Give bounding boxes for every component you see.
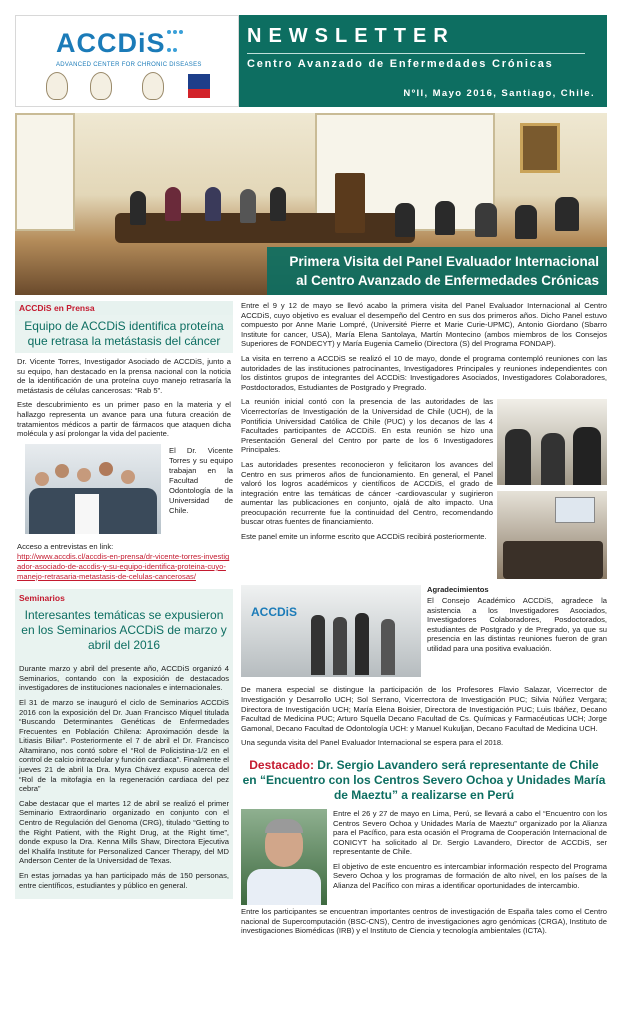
brand-tagline: ADVANCED CENTER FOR CHRONIC DISEASES [56,62,202,68]
prensa-section [15,301,233,353]
visit-paragraph: Entre el 9 y 12 de mayo se llevó acabo la primera visita del Panel Evaluador Internacional al Centro ACCDiS, cuyo objetivo es evaluar el desempeño del Centro en sus dos primeros años. Dicho Panel estuvo compuesto por Anne Marie Lompré, (Université Pierre et Marie Curie-UPMC), Antonio Giordano (Sbarro Institute for cancer, USA), María Elena Santolaya, Martín Montecino (ambos miembros de los Consejos Superiores de FONDECYT) y María Eugenia Camelio (Directora (S) del Programa FONDAP). [241,301,607,349]
thanks-block [241,585,607,685]
person-shape [515,205,537,239]
visit-article [241,301,607,392]
visit-paragraph: La visita en terreno a ACCDiS se realizó el 10 de mayo, donde el programa contempló reuniones con las autoridades de las instituciones patrocinantes, Investigadores Principales y reuniones independientes con los distintos grupos de integrantes del ACCDiS: Investigadores Asociados, Investigadores Colaboradores, Postdoctorados, Estudiantes de Postgrado y Pregrado. [241,353,607,392]
person-shape [130,191,146,225]
authorities-photo [497,399,607,485]
brand-logo: ACCDiS [56,28,166,58]
prensa-photo-block [17,444,231,538]
link-label: Acceso a entrevistas en link: [17,541,114,551]
meeting-text [241,397,493,546]
seminarios-tag: Seminarios [19,593,65,604]
lavandero-portrait [241,809,327,905]
second-visit-paragraph: Una segunda visita del Panel Evaluador Internacional se espera para el 2018. [241,738,504,748]
distinction-paragraph: De manera especial se distingue la participación de los Profesores Flavio Salazar, Vicerrector de Investigación y Desarrollo UCH; Sol Serrano, Vicerrectora de Investigación PUC; Silvia Núñez Vergara; Directora de Investigación UCH; María Elena Boisier, Directora de Investigación PUC; Luis Ibáñez, Decano Facultad de Medicina PUC; Arturo Squella Decano Facultad de Cs. Químicas y Farmacéuticas UCH; Jorge Gamonal, Decano Facultad de Odontología UCH: y Manuel Kukuljan, Decano Facultad de Medicina UCH. [241,685,607,733]
meeting-table-shape [115,213,415,243]
prensa-tag: ACCDiS en Prensa [15,301,233,315]
person-shape [395,203,415,237]
catholic-university-seal-icon [90,72,112,100]
highlight-title [241,758,607,803]
university-seal-icon [46,72,68,100]
interview-link[interactable]: http://www.accdis.cl/accdis-en-prensa/dr-vicente-torres-investigador-asociado-de-accdis-y-su-equipo-identifica-proteina-cuyo-manejo-retrasaria-metastasis-de-celulas-cancerosas/ [17,552,230,581]
left-column [15,301,233,899]
team-photo-caption: El Dr. Vicente Torres y su equipo trabajan en la Facultad de Odontología de la Universidad de Chile. [169,445,233,515]
seminarios-paragraph: Cabe destacar que el martes 12 de abril se realizó el primer Seminario Extraordinario organizado en conjunto con el Centro de Regulación del Genoma (CRG), titulado “Getting to the Right Patient, with the Right Drug, at the Right time”, donde expuso la Dra. Kenna Mills Shaw, Directora Ejecutiva del Khalifa Institute for Personalized Cancer Therapy, del MD Anderson Center de la Universidad de Texas. [19,798,229,866]
hero-caption-line1: Primera Visita del Panel Evaluador Internacional [289,254,599,269]
highlight-paragraph: Entre los participantes se encuentran importantes centros de investigación de España tales como el Centro nacional de Supercomputación (BSC-CNS), Centro de investigaciones agro genómicas (CRGA), Instituto de investigaciones Biomédicas (IRB) y el Instituto de Ciencia y tecnología ambientales (ICTA). [241,906,607,936]
prensa-title: Equipo de ACCDiS identifica proteína que retrasa la metástasis del cáncer [24,319,224,348]
thanks-text [427,585,607,658]
thanks-paragraph: El Consejo Académico ACCDiS, agradece la asistencia a los Investigadores Asociados, Investigadores Colaboradores, Posdoctorados, estudiantes de Postgrado y de Pregrado, ya que su presencia en las distintas reuniones fueron de gran utilidad para una positiva evaluación. [427,595,607,653]
team-gathering-photo: ACCDiS [241,585,421,677]
highlight-label: Destacado: [249,757,314,772]
highlight-article [241,809,607,936]
seminarios-paragraph: En estas jornadas ya han participado más de 150 personas, entre científicos, estudiantes y público en general. [19,871,229,890]
person-shape [435,201,455,235]
seminarios-header [15,589,233,660]
thanks-title: Agradecimientos [427,585,489,595]
newsletter-title: NEWSLETTER [247,25,455,47]
right-column [241,301,607,941]
prensa-body [15,353,233,581]
podium-shape [335,173,365,233]
distinction-article [241,685,607,748]
person-shape [165,187,181,221]
seminarios-body [15,660,233,899]
person-shape [205,187,221,221]
wall-frame-shape [520,123,560,173]
newsletter-page [15,15,607,1015]
highlight-paragraph: Entre el 26 y 27 de mayo en Lima, Perú, se llevará a cabo el “Encuentro con los Centros Severo Ochoa y Unidades María de Maeztu” organizado por la Alianza para el Pacífico, para esta ocasión el Programa de Cooperación Internacional de CONICYT ha solicitado al Dr. Sergio Lavandero, Director de ACCDiS, ser representante de Chile. [333,808,607,857]
seminarios-paragraph: Durante marzo y abril del presente año, ACCDiS organizó 4 Seminarios, contando con la exposición de destacados investigadores de instituciones nacionales e internacionales. [19,664,229,693]
prensa-paragraph: Este descubrimiento es un primer paso en la materia y el hallazgo representa un avance para una futura creación de tratamientos médicos a partir de fármacos que ataquen dicha molécula y así prolongar la vida del paciente. [17,400,231,439]
logo-dots-icon [166,22,184,58]
hero-photo [15,113,607,295]
prensa-paragraph: Dr. Vicente Torres, Investigador Asociado de ACCDiS, junto a su equipo, han destacado en la prensa nacional con la noticia de la identificación de una proteína cuyo manejo retrasaría la metástasis de células cancerosas: “Rab 5”. [17,357,231,395]
seminarios-title: Interesantes temáticas se expusieron en los Seminarios ACCDiS de marzo y abril del 2016 [21,608,227,653]
person-shape [240,189,256,223]
presentation-photo [497,491,607,579]
window-shape [15,113,75,231]
person-shape [555,197,579,231]
person-shape [475,203,497,237]
meeting-paragraph: Este panel emite un informe escrito que ACCDiS recibirá posteriormente. [241,532,487,542]
highlight-paragraph: El objetivo de este encuentro es intercambiar información respecto del Programa Severo Ochoa y los programas de formación de alto nivel, en los países de la Alianza del Pacífico con miras a identificar oportunidades de intercambio. [333,861,607,891]
person-shape [270,187,286,221]
institution-seal-icon [142,72,164,100]
team-photo [25,444,161,534]
conicyt-logo-icon [188,74,210,98]
highlight-headline: Dr. Sergio Lavandero será representante de Chile en “Encuentro con los Centros Severo Ochoa y Unidades María de Maeztu” a realizarse en Perú [242,757,606,802]
meeting-paragraph: Las autoridades presentes reconocieron y felicitaron los avances del Centro en sus primeros años de funcionamiento. En general, el Panel valoró los logros académicos y científicos de ACCDiS, el grado de integración entre las temáticas de cáncer -cardiovascular y sugirieron aumentar las publicaciones en conjunto, ojalá de alto impacto. Una preocupación recurrente fue la continuidad del Centro, recomendando buscar otras fuentes de financiamiento. [241,459,493,527]
header-divider [247,53,585,54]
seminarios-paragraph: El 31 de marzo se inauguró el ciclo de Seminarios ACCDiS 2016 con la exposición del Dr. Juan Francisco Miquel titulada “Buscando Determinantes Genéticas de Enfermedades Frecuentes en Población Chilena: Aproximación desde la Litiasis Biliar”. Posteriormente el 7 de abril el Dr. Francisco Altamirano, nos contó sobre el “Rol de Policistina-1/2 en el control de calcio intracelular y función cardiaca”. Finalmente el jueves 21 de abril la Dra. Myra Chávez expuso acerca del “Rol de la mitofagia en la regeneración cardiaca del pez cebra” [19,697,229,794]
hero-caption-line2: al Centro Avanzado de Enfermedades Crónicas [296,273,599,288]
accdis-logo-box [15,15,239,107]
newsletter-subtitle: Centro Avanzado de Enfermedades Crónicas [247,58,554,70]
header-band [239,15,607,107]
issue-date: NºII, Mayo 2016, Santiago, Chile. [403,88,595,99]
meeting-paragraph: La reunión inicial contó con la presencia de las autoridades de las Vicerrectorías de Investigación de la Universidad de Chile (UCH), de la Pontificia Universidad Católica de Chile (PUC) y los decanos de las 4 Facultades participantes de ACCDiS. En esta reunión se hizo una Presentación General del Centro por parte de los 6 Investigadores Principales. [241,397,493,455]
hero-caption [267,247,607,295]
meeting-block [241,397,607,583]
